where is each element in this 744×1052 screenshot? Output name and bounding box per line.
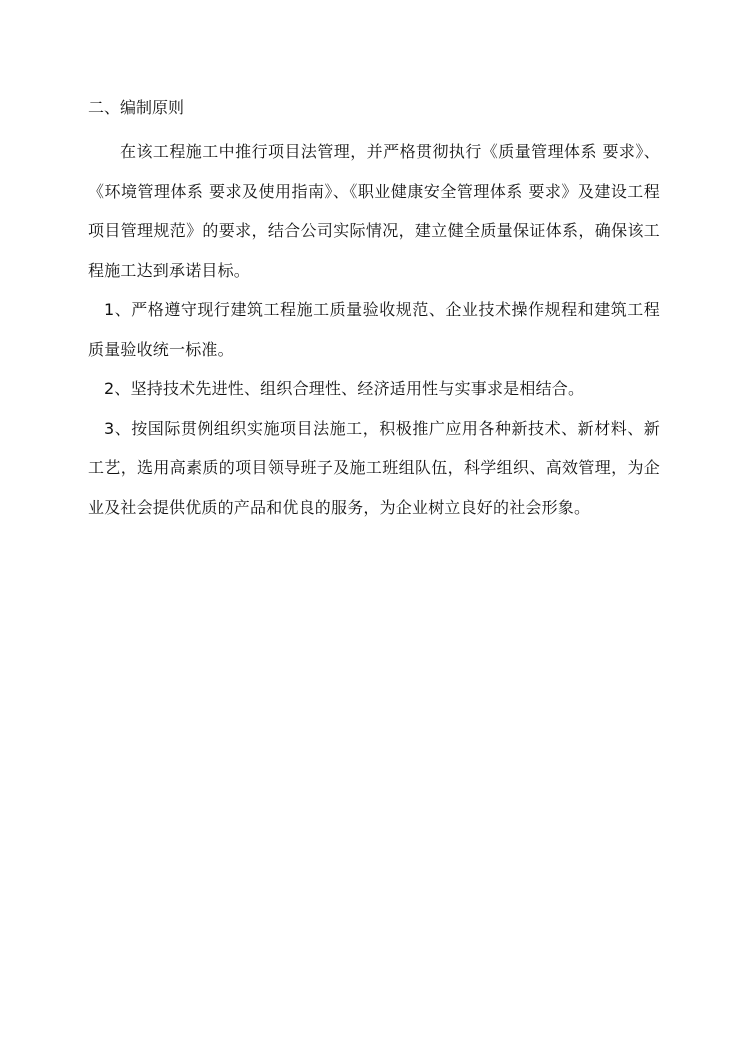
section-heading: 二、编制原则 xyxy=(88,98,185,117)
document-body xyxy=(88,90,660,527)
principle-item-3: 3、按国际贯例组织实施项目法施工，积极推广应用各种新技术、新材料、新工艺，选用高素质的项目领导班子及施工班组队伍，科学组织、高效管理，为企业及社会提供优质的产品和优良的服务，为企业树立良好的社会形象。 xyxy=(88,418,660,517)
principle-item-2: 2、坚持技术先进性、组织合理性、经济适用性与实事求是相结合。 xyxy=(104,379,585,398)
intro-paragraph: 在该工程施工中推行项目法管理，并严格贯彻执行《质量管理体系 要求》、《环境管理体系 要求及使用指南》、《职业健康安全管理体系 要求》及建设工程项目管理规范》的要求，结合公司实际情况，建立健全质量保证体系，确保该工程施工达到承诺目标。 xyxy=(88,142,660,280)
principle-item-1: 1、严格遵守现行建筑工程施工质量验收规范、企业技术操作规程和建筑工程质量验收统一标准。 xyxy=(88,300,660,359)
